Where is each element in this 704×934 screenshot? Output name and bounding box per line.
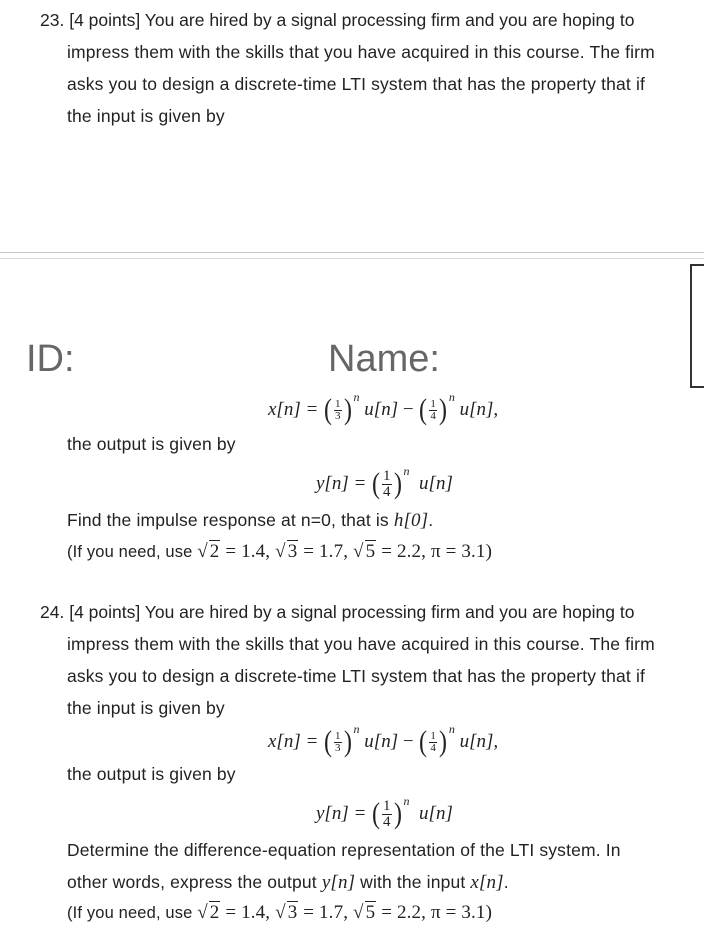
- q23-line-3: asks you to design a discrete-time LTI system that has the property that if: [67, 74, 645, 94]
- q24-line-1: You are hired by a signal processing firm and you are hoping to: [144, 602, 635, 622]
- id-label: ID:: [26, 338, 75, 380]
- q24-line-3: asks you to design a discrete-time LTI system that has the property that if: [67, 666, 645, 686]
- q23-find-line: Find the impulse response at n=0, that is h[0].: [67, 510, 434, 531]
- q24-words-line: other words, express the output y[n] with the input x[n].: [67, 872, 509, 893]
- q23-line-1: You are hired by a signal processing firm and you are hoping to: [144, 10, 635, 30]
- q23-number-line: [40, 10, 634, 31]
- frac-one-fourth: $\frac{1}{4}$: [430, 397, 436, 422]
- frac-one-third: $\frac{1}{3}$: [335, 397, 341, 422]
- q24-line-4: the input is given by: [67, 698, 225, 718]
- q24-determine-line: Determine the difference-equation representation of the LTI system. In: [67, 840, 621, 860]
- q23-line-4: the input is given by: [67, 106, 225, 126]
- q24-points: [4 points]: [69, 602, 141, 622]
- q23-line-2: impress them with the skills that you have acquired in this course. The firm: [67, 42, 655, 62]
- q23-points: [4 points]: [69, 10, 141, 30]
- q23-output-equation: y[n] = ( $\frac{1}{4}$ ) n u[n]: [316, 463, 453, 500]
- page-divider-shadow: [0, 258, 704, 259]
- q23-number: 23.: [40, 10, 65, 30]
- page-divider: [0, 252, 704, 253]
- h0-math: h[0]: [393, 510, 429, 531]
- q24-note: (If you need, use √ 2 = 1.4, √ 3 = 1.7, √ 5 = 2.2, π = 3.1): [67, 902, 493, 923]
- answer-box-edge: [690, 264, 704, 388]
- q24-output-equation: y[n] = ( $\frac{1}{4}$ ) n u[n]: [316, 793, 453, 830]
- frac-one-fourth-large: $\frac{1}{4}$: [383, 467, 391, 500]
- q23-note: (If you need, use √ 2 = 1.4, √ 3 = 1.7, √ 5 = 2.2, π = 3.1): [67, 541, 493, 562]
- q23-output-text: the output is given by: [67, 434, 236, 454]
- eq-x-lhs: x[n] =: [268, 399, 319, 420]
- q24-number-line: [40, 602, 634, 623]
- q24-number: 24.: [40, 602, 65, 622]
- q24-output-text: the output is given by: [67, 764, 236, 784]
- q23-input-equation: x[n] = ( $\frac{1}{3}$ ) n u[n] − ( $\frac{1}{4}$ ) n u[n],: [268, 389, 499, 426]
- q24-input-equation: x[n] = ( $\frac{1}{3}$ ) n u[n] − ( $\frac{1}{4}$ ) n u[n],: [268, 721, 499, 758]
- q24-line-2: impress them with the skills that you have acquired in this course. The firm: [67, 634, 655, 654]
- name-label: Name:: [328, 338, 440, 380]
